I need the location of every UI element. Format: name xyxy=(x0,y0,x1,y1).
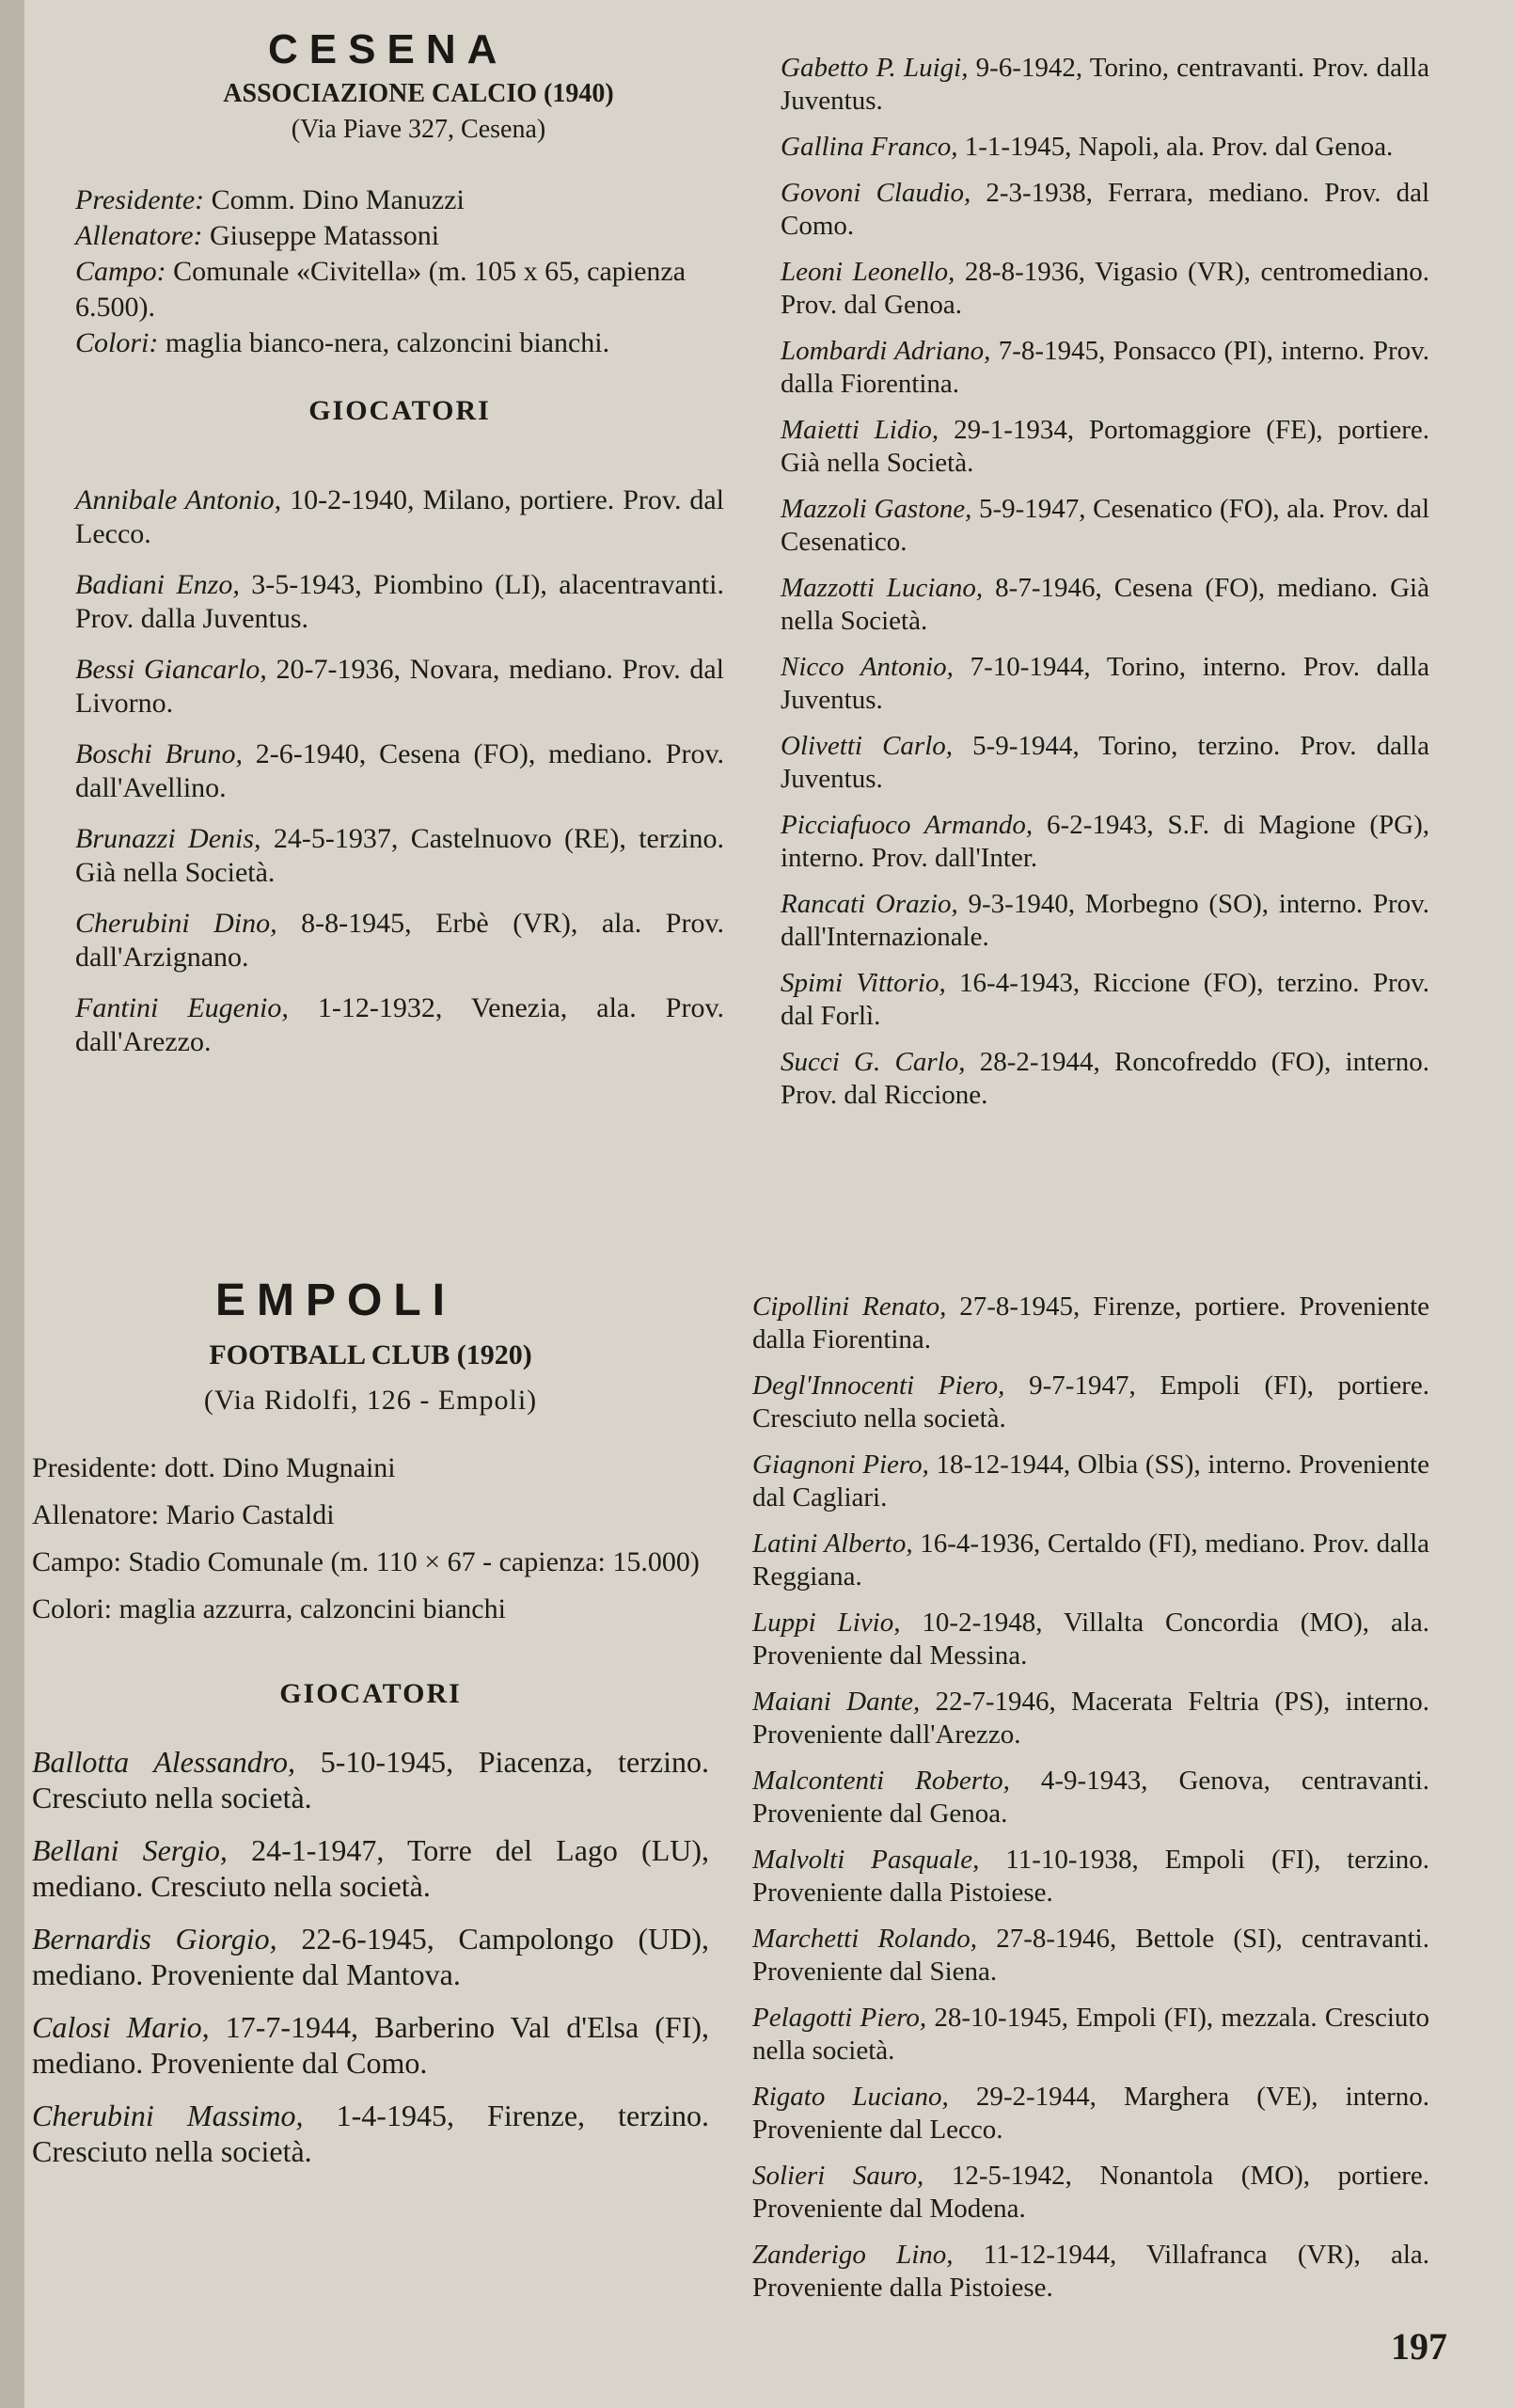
players-list xyxy=(75,483,724,1059)
list-item: Mazzotti Luciano, 8-7-1946, Cesena (FO), mediano. Già nella Società. xyxy=(781,573,1429,636)
meta-colors: Colori: maglia bianco-nera, calzoncini bianchi. xyxy=(75,327,610,358)
list-item: Olivetti Carlo, 5-9-1944, Torino, terzino. Prov. dalla Juventus. xyxy=(781,731,1429,794)
meta-coach: Allenatore: Mario Castaldi xyxy=(32,1499,335,1530)
list-item: Cherubini Massimo, 1-4-1945, Firenze, terzino. Cresciuto nella società. xyxy=(32,2099,710,2168)
players-heading: GIOCATORI xyxy=(308,395,491,426)
list-item: Cipollini Renato, 27-8-1945, Firenze, portiere. Proveniente dalla Fiorentina. xyxy=(752,1291,1429,1354)
empoli-left-column xyxy=(32,1275,709,2186)
club-meta xyxy=(75,182,724,361)
list-item: Picciafuoco Armando, 6-2-1943, S.F. di Magione (PG), interno. Prov. dall'Inter. xyxy=(781,810,1430,873)
club-address: (Via Ridolfi, 126 - Empoli) xyxy=(203,1385,538,1416)
list-item: Cherubini Dino, 8-8-1945, Erbè (VR), ala. Prov. dall'Arzignano. xyxy=(75,908,725,973)
list-item: Fantini Eugenio, 1-12-1932, Venezia, ala. Prov. dall'Arezzo. xyxy=(75,992,724,1057)
players-list xyxy=(32,1744,709,2169)
list-item: Malcontenti Roberto, 4-9-1943, Genova, centravanti. Proveniente dal Genoa. xyxy=(752,1766,1429,1829)
empoli-right-column xyxy=(752,1291,1429,2318)
list-item: Pelagotti Piero, 28-10-1945, Empoli (FI), mezzala. Cresciuto nella società. xyxy=(752,2003,1429,2066)
list-item: Calosi Mario, 17-7-1944, Barberino Val d'Elsa (FI), mediano. Proveniente dal Como. xyxy=(32,2010,710,2080)
players-heading: GIOCATORI xyxy=(279,1678,462,1709)
club-meta xyxy=(32,1450,709,1627)
list-item: Badiani Enzo, 3-5-1943, Piombino (LI), alacentravanti. Prov. dalla Juventus. xyxy=(75,569,724,634)
list-item: Annibale Antonio, 10-2-1940, Milano, portiere. Prov. dal Lecco. xyxy=(75,484,724,549)
list-item: Latini Alberto, 16-4-1936, Certaldo (FI), mediano. Prov. dalla Reggiana. xyxy=(752,1529,1430,1592)
meta-field: Campo: Stadio Comunale (m. 110 × 67 - capienza: 15.000) xyxy=(32,1546,700,1577)
list-item: Succi G. Carlo, 28-2-1944, Roncofreddo (FO), interno. Prov. dal Riccione. xyxy=(781,1047,1429,1110)
list-item: Bellani Sergio, 24-1-1947, Torre del Lago (LU), mediano. Cresciuto nella società. xyxy=(32,1833,709,1903)
list-item: Giagnoni Piero, 18-12-1944, Olbia (SS), interno. Proveniente dal Cagliari. xyxy=(752,1450,1429,1513)
list-item: Govoni Claudio, 2-3-1938, Ferrara, mediano. Prov. dal Como. xyxy=(781,178,1430,241)
list-item: Brunazzi Denis, 24-5-1937, Castelnuovo (RE), terzino. Già nella Società. xyxy=(75,823,725,888)
meta-colors: Colori: maglia azzurra, calzoncini bianchi xyxy=(32,1593,506,1624)
list-item: Rancati Orazio, 9-3-1940, Morbegno (SO), interno. Prov. dall'Internazionale. xyxy=(781,889,1429,952)
list-item: Maiani Dante, 22-7-1946, Macerata Feltria (PS), interno. Proveniente dall'Arezzo. xyxy=(752,1687,1429,1750)
list-item: Luppi Livio, 10-2-1948, Villalta Concordia (MO), ala. Proveniente dal Messina. xyxy=(752,1608,1429,1671)
list-item: Maietti Lidio, 29-1-1934, Portomaggiore (FE), portiere. Già nella Società. xyxy=(781,415,1430,478)
club-address: (Via Piave 327, Cesena) xyxy=(291,115,546,144)
list-item: Boschi Bruno, 2-6-1940, Cesena (FO), mediano. Prov. dall'Avellino. xyxy=(75,738,724,803)
list-item: Nicco Antonio, 7-10-1944, Torino, interno. Prov. dalla Juventus. xyxy=(781,652,1429,715)
club-title: CESENA xyxy=(268,26,509,72)
club-subtitle: ASSOCIAZIONE CALCIO (1940) xyxy=(223,79,614,108)
list-item: Leoni Leonello, 28-8-1936, Vigasio (VR), centromediano. Prov. dal Genoa. xyxy=(781,257,1430,320)
list-item: Marchetti Rolando, 27-8-1946, Bettole (SI), centravanti. Proveniente dal Siena. xyxy=(752,1924,1429,1987)
meta-coach: Allenatore: Giuseppe Matassoni xyxy=(75,220,440,251)
list-item: Zanderigo Lino, 11-12-1944, Villafranca (VR), ala. Proveniente dalla Pistoiese. xyxy=(752,2240,1429,2303)
adjacent-page-edge xyxy=(0,0,24,2408)
meta-president: Presidente: dott. Dino Mugnaini xyxy=(32,1452,396,1483)
list-item: Degl'Innocenti Piero, 9-7-1947, Empoli (FI), portiere. Cresciuto nella società. xyxy=(752,1370,1429,1434)
list-item: Gabetto P. Luigi, 9-6-1942, Torino, centravanti. Prov. dalla Juventus. xyxy=(781,53,1429,116)
list-item: Rigato Luciano, 29-2-1944, Marghera (VE), interno. Proveniente dal Lecco. xyxy=(752,2082,1430,2145)
list-item: Bessi Giancarlo, 20-7-1936, Novara, mediano. Prov. dal Livorno. xyxy=(75,654,725,719)
cesena-right-column xyxy=(781,52,1429,1125)
list-item: Spimi Vittorio, 16-4-1943, Riccione (FO), terzino. Prov. dal Forlì. xyxy=(781,968,1429,1031)
page-number: 197 xyxy=(1391,2325,1447,2368)
list-item: Mazzoli Gastone, 5-9-1947, Cesenatico (FO), ala. Prov. dal Cesenatico. xyxy=(781,494,1430,557)
club-subtitle: FOOTBALL CLUB (1920) xyxy=(209,1339,532,1370)
list-item: Lombardi Adriano, 7-8-1945, Ponsacco (PI), interno. Prov. dalla Fiorentina. xyxy=(781,336,1429,399)
list-item: Malvolti Pasquale, 11-10-1938, Empoli (FI), terzino. Proveniente dalla Pistoiese. xyxy=(752,1845,1430,1908)
list-item: Bernardis Giorgio, 22-6-1945, Campolongo (UD), mediano. Proveniente dal Mantova. xyxy=(32,1922,710,1991)
meta-president: Presidente: Comm. Dino Manuzzi xyxy=(75,184,465,215)
list-item: Solieri Sauro, 12-5-1942, Nonantola (MO), portiere. Proveniente dal Modena. xyxy=(752,2161,1429,2224)
list-item: Gallina Franco, 1-1-1945, Napoli, ala. Prov. dal Genoa. xyxy=(781,132,1394,162)
cesena-left-column xyxy=(75,26,724,1076)
meta-field: Campo: Comunale «Civitella» (m. 105 x 65, capienza 6.500). xyxy=(75,256,686,323)
club-title: EMPOLI xyxy=(215,1275,457,1325)
list-item: Ballotta Alessandro, 5-10-1945, Piacenza, terzino. Cresciuto nella società. xyxy=(32,1745,710,1814)
